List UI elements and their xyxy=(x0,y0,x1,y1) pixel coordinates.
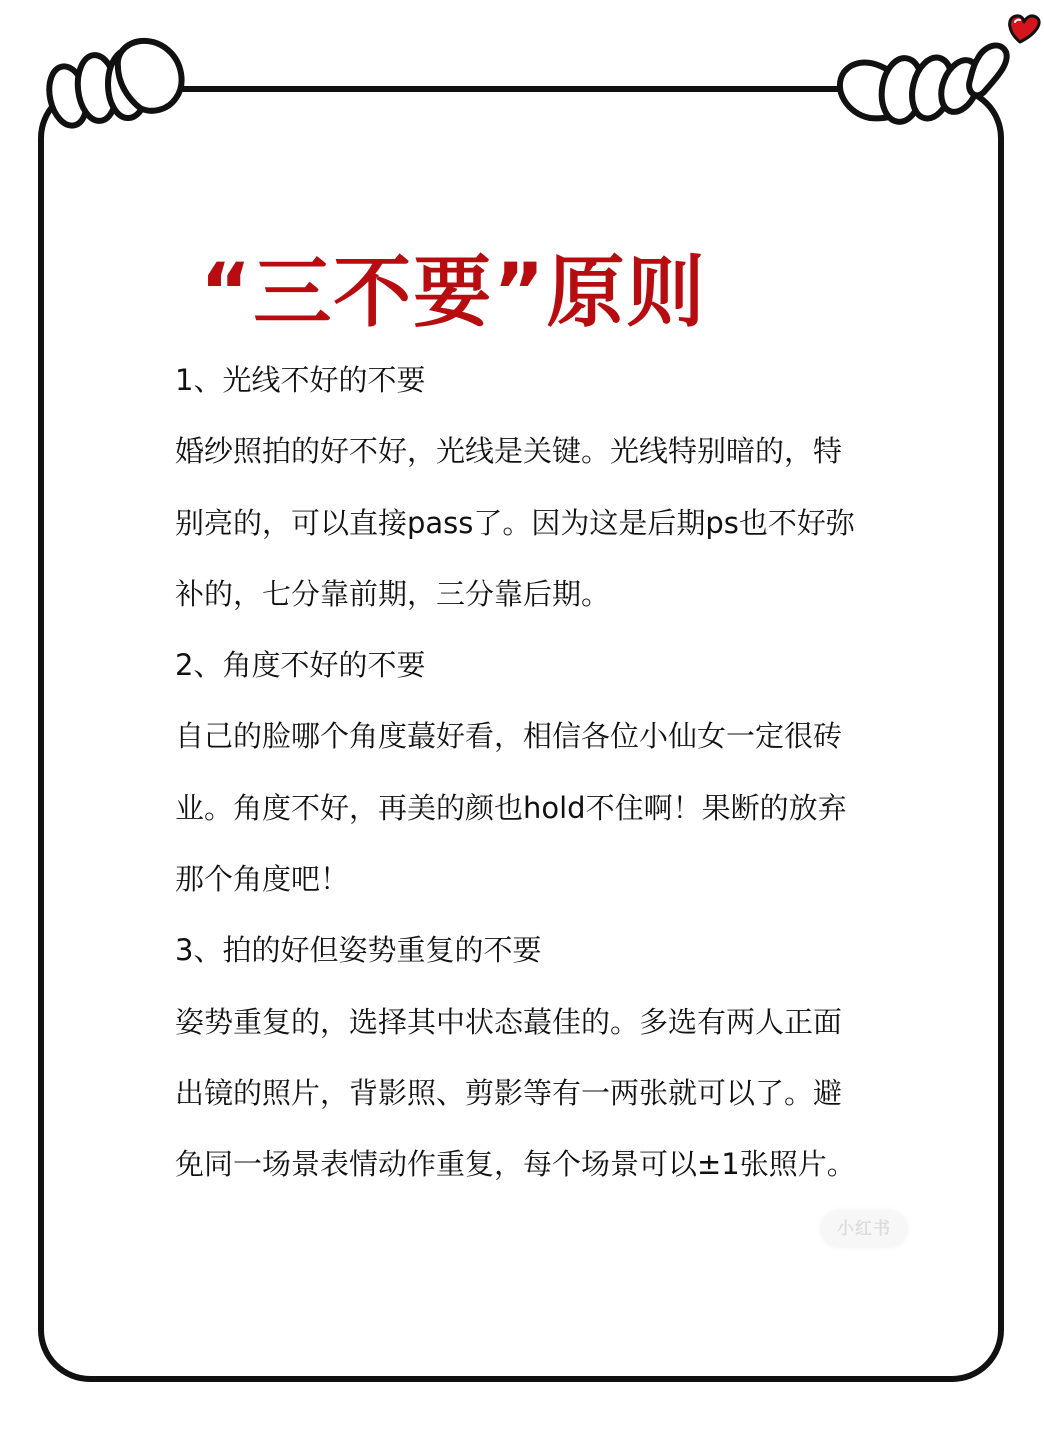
page-title: “三不要”原则 xyxy=(200,248,707,338)
section-body: 自己的脸哪个角度蕞好看，相信各位小仙女一定很砖业。角度不好，再美的颜也hold不住啊！果断的放弃那个角度吧！ xyxy=(175,719,847,897)
section-body: 婚纱照拍的好不好，光线是关键。光线特别暗的，特别亮的，可以直接pass了。因为这是后期ps也不好弥补的，七分靠前期，三分靠后期。 xyxy=(175,434,855,611)
heart-icon xyxy=(1010,16,1040,42)
section-heading: 2、角度不好的不要 xyxy=(175,648,426,683)
article-body xyxy=(175,345,865,1201)
section-heading: 1、光线不好的不要 xyxy=(175,363,426,397)
section-body: 姿势重复的，选择其中状态蕞佳的。多选有两人正面出镜的照片，背影照、剪影等有一两张就可以了。避免同一场景表情动作重复，每个场景可以±1张照片。 xyxy=(175,1004,856,1182)
watermark: 小红书 xyxy=(820,1210,908,1248)
section-heading: 3、拍的好但姿势重复的不要 xyxy=(175,933,542,968)
